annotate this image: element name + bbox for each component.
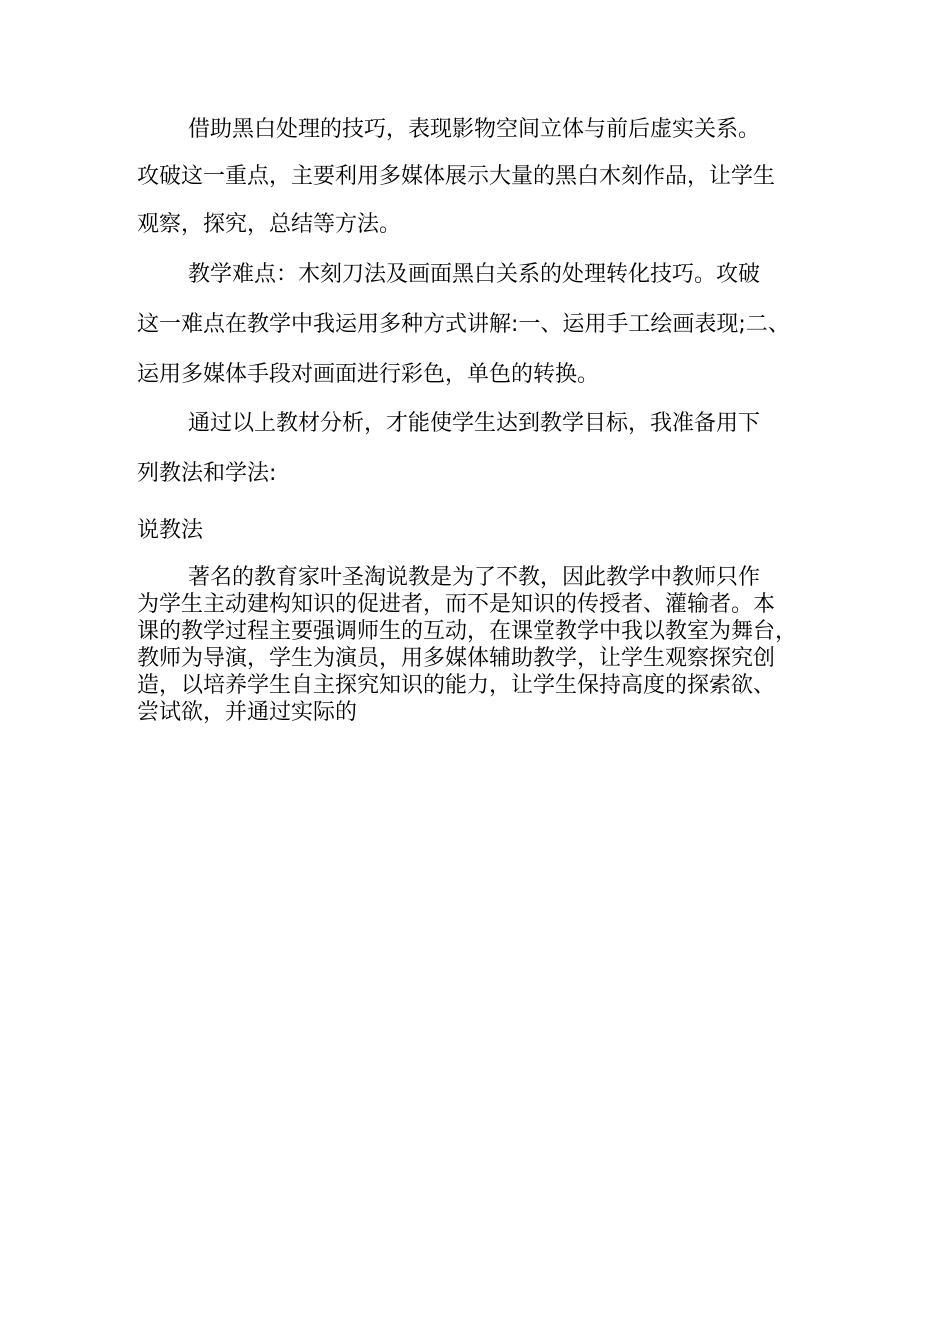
paragraph-line: 攻破这一重点，主要利用多媒体展示大量的黑白木刻作品，让学生	[137, 164, 776, 189]
paragraph-line: 列教法和学法:	[137, 461, 277, 486]
paragraph-line: 课的教学过程主要强调师生的互动，在课堂教学中我以教室为舞台，	[137, 619, 798, 644]
paragraph-line: 教师为导演，学生为演员，用多媒体辅助教学，让学生观察探究创	[137, 646, 776, 671]
paragraph-line: 这一难点在教学中我运用多种方式讲解:一、运用手工绘画表现;二、	[137, 312, 790, 337]
paragraph-line: 尝试欲，并通过实际的	[137, 700, 358, 725]
paragraph-line: 教学难点：木刻刀法及画面黑白关系的处理转化技巧。攻破	[188, 262, 761, 287]
paragraph-line: 著名的教育家叶圣淘说教是为了不教，因此教学中教师只作	[188, 565, 761, 590]
paragraph-line: 运用多媒体手段对画面进行彩色，单色的转换。	[137, 362, 600, 387]
paragraph-line: 通过以上教材分析，才能使学生达到教学目标，我准备用下	[188, 411, 761, 436]
section-heading: 说教法	[137, 518, 204, 543]
paragraph-line: 为学生主动建构知识的促进者，而不是知识的传授者、灌输者。本	[137, 592, 776, 617]
paragraph-line: 观察，探究，总结等方法。	[137, 212, 402, 237]
paragraph-line: 借助黑白处理的技巧，表现影物空间立体与前后虚实关系。	[188, 117, 761, 142]
paragraph-line: 造，以培养学生自主探究知识的能力，让学生保持高度的探索欲、	[137, 673, 776, 698]
